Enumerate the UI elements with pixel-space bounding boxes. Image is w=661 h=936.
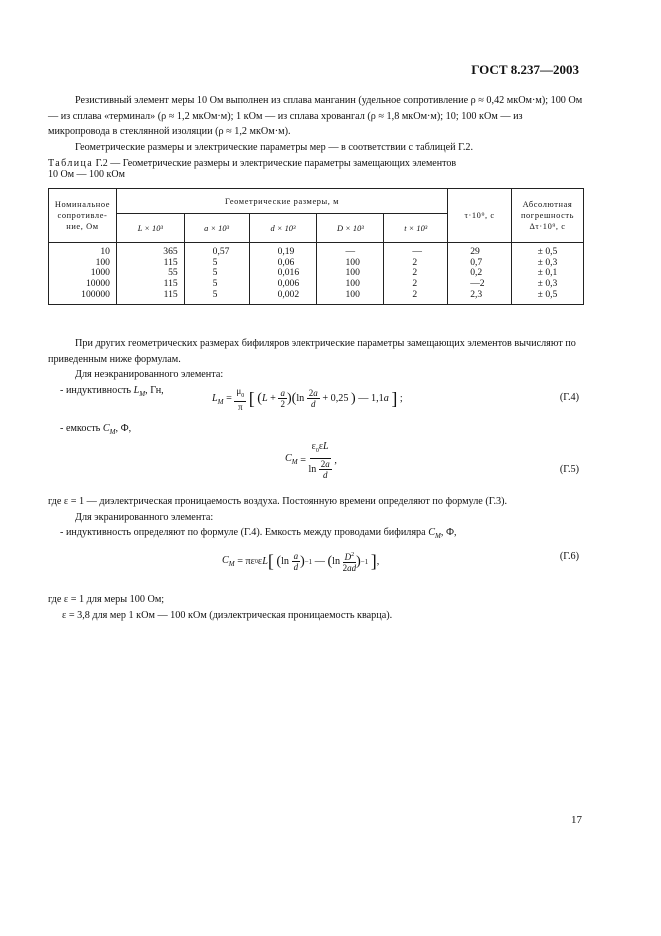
item-capacitance-wrap <box>48 421 131 441</box>
table-cell: 100 <box>317 279 384 290</box>
table-row <box>49 258 584 269</box>
table-cell: 1000 <box>49 268 117 279</box>
table-cell: 5 <box>184 258 249 269</box>
table-cell: — <box>384 243 448 258</box>
var-L: L <box>133 384 140 396</box>
equation-number-g4: (Г.4) <box>559 392 579 403</box>
header-error: Абсолютная погрешность Δτ·10⁹, с <box>512 189 584 243</box>
table-cell: 2,3 <box>448 290 512 304</box>
table-cell: 5 <box>184 290 249 304</box>
table-cell: 365 <box>116 243 184 258</box>
table-cell: — <box>317 243 384 258</box>
document-header: ГОСТ 8.237—2003 <box>471 62 579 77</box>
table-cell: 100 <box>317 290 384 304</box>
table-cell: 29 <box>448 243 512 258</box>
table-row <box>49 279 584 290</box>
table-cell: ± 0,3 <box>512 258 584 269</box>
table-body <box>49 243 584 305</box>
table-cell: 100 <box>317 258 384 269</box>
table-cell: 100 <box>49 258 117 269</box>
table-cell: 2 <box>384 268 448 279</box>
item-shielded-capacitance <box>48 525 585 545</box>
table-cell: —2 <box>448 279 512 290</box>
table-cell: 0,002 <box>249 290 317 304</box>
item-capacitance <box>48 421 131 441</box>
item-shielded-text: - индуктивность определяют по формуле (Г.4). Емкость между проводами бифиляра <box>60 527 429 538</box>
paragraph-epsilon-air: где ε = 1 — диэлектрическая проницаемость воздуха. Постоянную времени определяют по формуле (Г.3). <box>48 496 508 507</box>
header-tau: τ·10⁹, с <box>448 189 512 243</box>
table-row <box>49 243 584 258</box>
header-t: t × 10³ <box>384 214 448 243</box>
var-C2-sub: M <box>435 532 441 541</box>
item-inductance-text: - индуктивность <box>60 384 134 396</box>
table-cell: 0,57 <box>184 243 249 258</box>
table-cell: 0,006 <box>249 279 317 290</box>
table-cell: 2 <box>384 290 448 304</box>
var-C: C <box>102 423 110 434</box>
intro-paragraphs <box>48 93 585 155</box>
table-cell: 55 <box>116 268 184 279</box>
table-cell: ± 0,5 <box>512 290 584 304</box>
equation-number-g5: (Г.5) <box>559 464 579 475</box>
var-L-sub: M <box>139 389 146 398</box>
note-epsilon-100: где ε = 1 для меры 100 Ом; <box>48 594 165 605</box>
table-cell: ± 0,3 <box>512 279 584 290</box>
table-cell: 0,19 <box>249 243 317 258</box>
paragraph-materials: Резистивный элемент меры 10 Ом выполнен из сплава манганин (удельное сопротивление ρ ≈ 0,42 мкОм·м); 100 Ом — из сплава «терминал» (ρ ≈ 1,2 мкОм·м); 1 кОм — из сплава хровангал (ρ ≈ 1,8 мкОм·м); 10; 100 кОм — из микропровода в стеклянной изоляции (ρ ≈ 1,2 мкОм·м). <box>48 95 583 137</box>
paragraph-shielded: Для экранированного элемента: <box>75 511 214 523</box>
header-geometry: Геометрические размеры, м <box>116 189 447 214</box>
table-cell: 0,2 <box>448 268 512 279</box>
table-caption-line2: 10 Ом — 100 кОм <box>48 169 125 180</box>
var-C-sub: M <box>109 428 116 437</box>
table-cell: 5 <box>184 279 249 290</box>
table-cell: 115 <box>116 258 184 269</box>
table-cell: 0,016 <box>249 268 317 279</box>
table-cell: 100000 <box>49 290 117 304</box>
table-cell: 2 <box>384 258 448 269</box>
page-number: 17 <box>571 814 582 826</box>
table-cell: 115 <box>116 290 184 304</box>
table-cell: 10000 <box>49 279 117 290</box>
table-cell: ± 0,5 <box>512 243 584 258</box>
table-cell: 5 <box>184 268 249 279</box>
header-d: d × 10³ <box>249 214 317 243</box>
table-cell: 10 <box>49 243 117 258</box>
shielded-section <box>48 494 585 545</box>
table-cell: 0,7 <box>448 258 512 269</box>
header-L: L × 10³ <box>116 214 184 243</box>
note-epsilon-quartz: ε = 3,8 для мер 1 кОм — 100 кОм (диэлектрическая проницаемость кварца). <box>62 609 393 621</box>
table-cell: 115 <box>116 279 184 290</box>
header-a: a × 10³ <box>184 214 249 243</box>
table-caption <box>48 158 456 180</box>
header-D: D × 10³ <box>317 214 384 243</box>
item-shielded-unit: , Ф, <box>440 527 457 538</box>
table-row <box>49 268 584 279</box>
paragraph-other-sizes: При других геометрических размерах бифиляров электрические параметры замещающих элементов вычисляют по приведенным ниже формулам. <box>48 338 576 365</box>
equation-g5: $C_M$ = $\varepsilon_0\varepsilon L$ ln $\frac{2a}{d}$ , <box>285 441 337 480</box>
equation-g4: $L_M$ = $\frac{\mu_0}{\pi}$ [ (L + $\frac{a}{2}$ )(ln $\frac{2a}{d}$ + 0,25 ) — 1,1a ] ; <box>212 386 403 412</box>
table-cell: 100 <box>317 268 384 279</box>
table-caption-word: Таблица <box>48 158 94 169</box>
equation-number-g6: (Г.6) <box>559 551 579 562</box>
header-nominal: Номинальное сопротивле-ние, Ом <box>49 189 117 243</box>
item-capacitance-text: - емкость <box>60 423 103 434</box>
item-capacitance-unit: , Ф, <box>115 423 132 434</box>
table-row <box>49 290 584 304</box>
equation-g6: $C_M$ = πε 0 ε L [ ( ln $\frac{a}{d}$ ) −1 — ( ln $\frac{D^2}{2ad}$ ) −1 ] , <box>222 551 380 573</box>
table-cell: 0,06 <box>249 258 317 269</box>
table-cell: 2 <box>384 279 448 290</box>
epsilon-notes <box>48 592 585 623</box>
paragraph-geometry-ref: Геометрические размеры и электрические параметры мер — в соответствии с таблицей Г.2. <box>75 141 474 153</box>
var-C2: C <box>428 527 436 538</box>
paragraph-unshielded: Для неэкранированного элемента: <box>75 369 224 380</box>
parameters-table <box>48 188 584 305</box>
item-inductance-unit: , Гн, <box>145 384 164 396</box>
table-cell: ± 0,1 <box>512 268 584 279</box>
table-caption-text: Г.2 — Геометрические размеры и электрические параметры замещающих элементов <box>93 158 457 169</box>
